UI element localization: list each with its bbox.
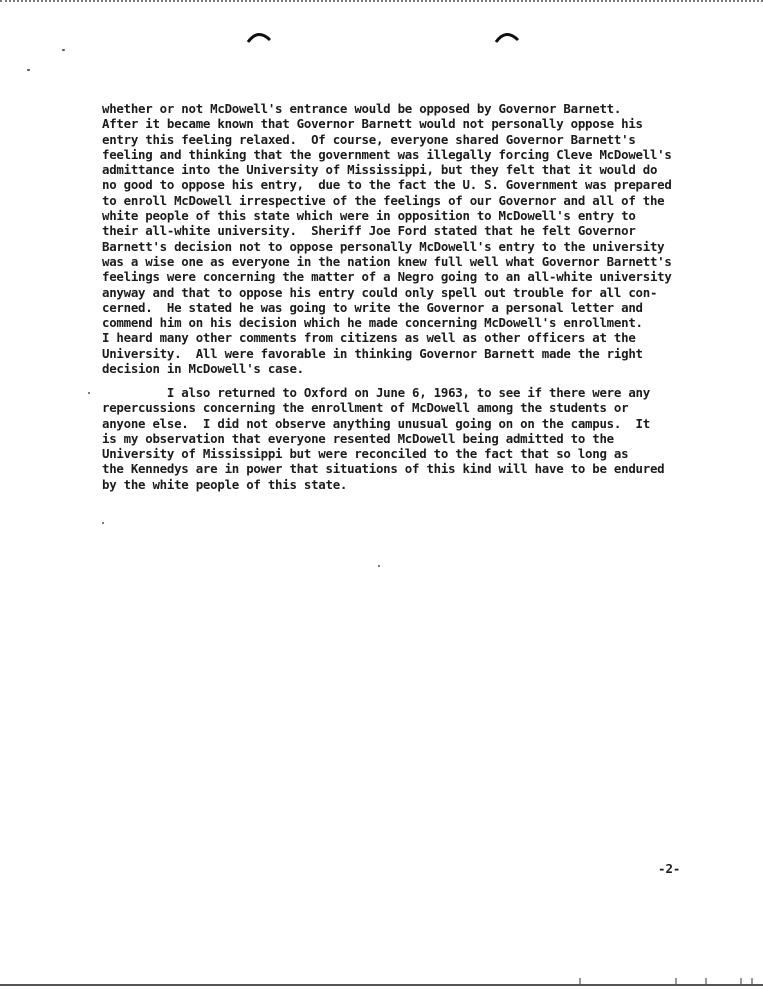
text-line: whether or not McDowell's entrance would be opposed by Governor Barnett.: [102, 101, 622, 116]
text-line: I also returned to Oxford on June 6, 1963, to see if there were any: [102, 385, 650, 400]
text-line: University of Mississippi but were reconciled to the fact that so long as: [102, 446, 629, 462]
text-line: anyway and that to oppose his entry could only spell out trouble for all con-: [102, 284, 658, 300]
text-line: feeling and thinking that the government was illegally forcing Cleve McDowell's: [102, 146, 672, 162]
text-line: After it became known that Governor Barnett would not personally oppose his: [102, 116, 643, 132]
text-line: repercussions concerning the enrollment of McDowell among the students or: [102, 400, 629, 416]
scan-speck: [88, 392, 90, 394]
scan-speck: [62, 49, 65, 51]
top-scan-edge: [0, 0, 763, 5]
text-line: Barnett's decision not to oppose personally McDowell's entry to the university: [102, 238, 665, 254]
text-line: anyone else. I did not observe anything unusual going on on the campus. It: [102, 415, 650, 431]
text-line: commend him on his decision which he made concerning McDowell's enrollment.: [102, 315, 643, 331]
binder-mark-right-icon: [494, 30, 520, 44]
text-line: by the white people of this state.: [102, 476, 348, 492]
scan-speck: [27, 69, 30, 71]
text-line: University. All were favorable in thinking Governor Barnett made the right: [102, 345, 643, 361]
scan-speck: [102, 522, 104, 524]
text-line: the Kennedys are in power that situations of this kind will have to be endured: [102, 461, 665, 477]
text-line: I heard many other comments from citizens as well as other officers at the: [102, 330, 636, 346]
text-line: feelings were concerning the matter of a Negro going to an all-white university: [102, 269, 672, 285]
text-line: decision in McDowell's case.: [102, 361, 304, 377]
text-line: their all-white university. Sheriff Joe Ford stated that he felt Governor: [102, 223, 636, 239]
text-line: is my observation that everyone resented McDowell being admitted to the: [102, 430, 614, 446]
bottom-rule: [0, 984, 763, 986]
body-paragraph-1: [102, 101, 702, 376]
text-line: entry this feeling relaxed. Of course, everyone shared Governor Barnett's: [102, 131, 636, 147]
text-line: to enroll McDowell irrespective of the feelings of our Governor and all of the: [102, 192, 665, 208]
text-line: cerned. He stated he was going to write the Governor a personal letter and: [102, 299, 643, 315]
binder-mark-left-icon: [246, 30, 272, 44]
scan-speck: [378, 565, 380, 567]
text-line: was a wise one as everyone in the nation knew full well what Governor Barnett's: [102, 253, 672, 269]
text-line: no good to oppose his entry, due to the fact the U. S. Government was prepared: [102, 177, 672, 193]
text-line: white people of this state which were in opposition to McDowell's entry to: [102, 208, 636, 224]
page-number: -2-: [658, 861, 681, 876]
body-paragraph-2: [102, 385, 702, 492]
text-line: admittance into the University of Mississippi, but they felt that it would do: [102, 162, 658, 178]
